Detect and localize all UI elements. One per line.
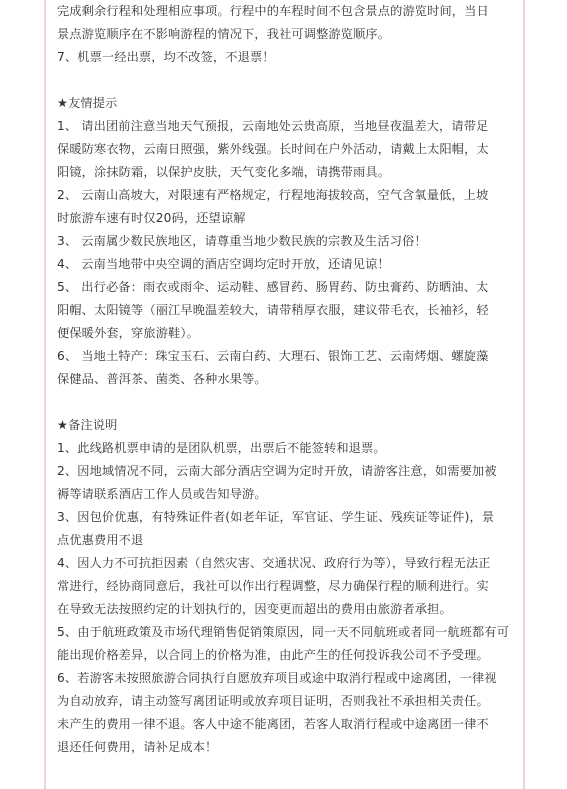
text-line: 退还任何费用，请补足成本！: [57, 740, 218, 754]
section-heading: ★备注说明: [57, 418, 118, 432]
text-line: 褥等请联系酒店工作人员或告知导游。: [57, 487, 267, 501]
text-line: 6、 当地土特产：珠宝玉石、云南白药、大理石、银饰工艺、云南烤烟、螺旋藻: [57, 349, 489, 363]
text-line: 2、因地域情况不同，云南大部分酒店空调为定时开放，请游客注意，如需要加被: [57, 464, 497, 478]
spacer: [57, 69, 519, 92]
text-line: 阳帽、太阳镜等（丽江早晚温差较大，请带稍厚衣服，建议带毛衣，长袖衫，轻: [57, 303, 489, 317]
remarks-section: [57, 414, 519, 759]
text-line: 完成剩余行程和处理相应事项。行程中的车程时间不包含景点的游览时间，当日: [57, 4, 489, 18]
travel-notes-document: [57, 0, 519, 759]
text-line: 阳镜，涂抹防霜，以保护皮肤，天气变化多端，请携带雨具。: [57, 165, 391, 179]
text-line: 未产生的费用一律不退。客人中途不能离团，若客人取消行程或中途离团一律不: [57, 717, 489, 731]
text-line: 4、因人力不可抗拒因素（自然灾害、交通状况、政府行为等），导致行程无法正: [57, 556, 491, 570]
text-line: 保健品、普洱茶、菌类、各种水果等。: [57, 372, 267, 386]
friendly-tips-section: [57, 92, 519, 391]
intro-section: [57, 0, 519, 69]
text-line: 5、由于航班政策及市场代理销售促销策原因，同一天不同航班或者同一航班都有可: [57, 625, 510, 639]
text-line: 2、 云南山高坡大，对限速有严格规定，行程地海拔较高，空气含氧量低，上坡: [57, 188, 489, 202]
text-line: 保暖防寒衣物，云南日照强，紫外线强。长时间在户外活动，请戴上太阳帽，太: [57, 142, 489, 156]
text-line: 1、此线路机票申请的是团队机票，出票后不能签转和退票。: [57, 441, 386, 455]
text-line: 为自动放弃，请主动签写离团证明或放弃项目证明，否则我社不承担相关责任。: [57, 694, 489, 708]
section-heading: ★友情提示: [57, 96, 118, 110]
text-line: 便保暖外套，穿旅游鞋）。: [57, 326, 199, 340]
text-line: 3、因包价优惠，有特殊证件者(如老年证，军官证、学生证、残疾证等证件)，景: [57, 510, 495, 524]
text-line: 点优惠费用不退: [57, 533, 144, 547]
text-line: 4、 云南当地带中央空调的酒店空调均定时开放，还请见谅！: [57, 257, 390, 271]
text-line: 7、机票一经出票，均不改签，不退票！: [57, 50, 275, 64]
text-line: 能出现价格差异，以合同上的价格为准，由此产生的任何投诉我公司不予受理。: [57, 648, 489, 662]
text-line: 3、 云南属少数民族地区，请尊重当地少数民族的宗教及生活习俗！: [57, 234, 427, 248]
text-line: 6、若游客未按照旅游合同执行自愿放弃项目或途中取消行程或中途离团，一律视: [57, 671, 497, 685]
text-line: 在导致无法按照约定的计划执行的，因变更而超出的费用由旅游者承担。: [57, 602, 452, 616]
text-line: 常进行，经协商同意后，我社可以作出行程调整，尽力确保行程的顺利进行。实: [57, 579, 489, 593]
text-line: 景点游览顺序在不影响游程的情况下，我社可调整游览顺序。: [57, 27, 391, 41]
spacer: [57, 391, 519, 414]
text-line: 时旅游车速有时仅20码，还望谅解: [57, 211, 246, 225]
text-line: 5、 出行必备：雨衣或雨伞、运动鞋、感冒药、肠胃药、防虫膏药、防晒油、太: [57, 280, 489, 294]
text-line: 1、 请出团前注意当地天气预报，云南地处云贵高原，当地昼夜温差大，请带足: [57, 119, 489, 133]
